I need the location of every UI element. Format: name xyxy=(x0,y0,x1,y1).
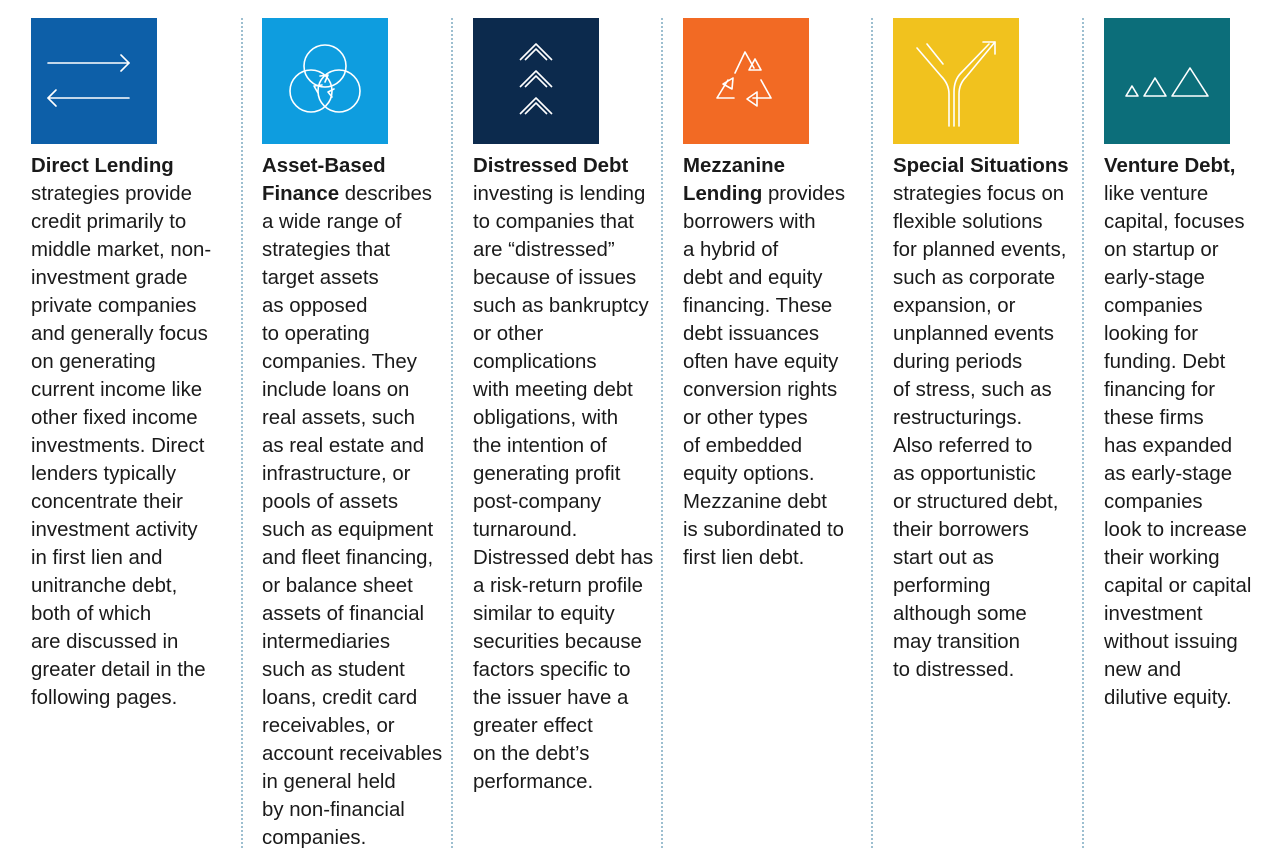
text-line xyxy=(31,544,211,572)
text-line xyxy=(683,180,845,208)
text-run: middle market, non- xyxy=(31,239,212,261)
text-run: equity options. xyxy=(683,463,815,485)
text-run: capital or capital xyxy=(1104,575,1252,597)
text-run: in general held xyxy=(262,771,396,793)
text-run: strategies focus on xyxy=(893,183,1065,205)
text-line xyxy=(31,628,211,656)
text-line xyxy=(31,404,211,432)
text-run: provides xyxy=(762,183,846,205)
text-line xyxy=(893,264,1069,292)
text-run: financing for xyxy=(1104,379,1216,401)
text-run: unitranche debt, xyxy=(31,575,178,597)
text-line xyxy=(683,488,845,516)
text-run: investing is lending xyxy=(473,183,646,205)
text-line xyxy=(31,348,211,376)
tile-asset-based-finance xyxy=(262,18,388,144)
text-line xyxy=(31,152,211,180)
text-run: unplanned events xyxy=(893,323,1054,345)
text-run: or other types xyxy=(683,407,808,429)
text-run: strategies that xyxy=(262,239,391,261)
text-run: receivables, or xyxy=(262,715,395,737)
text-line xyxy=(262,488,442,516)
text-line xyxy=(473,544,653,572)
text-run: conversion rights xyxy=(683,379,838,401)
text-line xyxy=(1104,236,1251,264)
text-line xyxy=(893,320,1069,348)
text-line xyxy=(1104,152,1251,180)
text-run: may transition xyxy=(893,631,1020,653)
text-run: companies. xyxy=(262,827,367,849)
text-run: private companies xyxy=(31,295,197,317)
tile-distressed-debt xyxy=(473,18,599,144)
text-run: companies xyxy=(1104,491,1203,513)
text-run: because of issues xyxy=(473,267,637,289)
text-run: as opposed xyxy=(262,295,368,317)
text-line xyxy=(31,264,211,292)
text-line xyxy=(1104,488,1251,516)
text-run: flexible solutions xyxy=(893,211,1043,233)
text-line xyxy=(893,180,1069,208)
recycle-triangle-icon xyxy=(683,18,809,144)
text-line xyxy=(473,180,653,208)
text-run: are “distressed” xyxy=(473,239,615,261)
text-line xyxy=(1104,600,1251,628)
branching-paths-icon xyxy=(893,18,1019,144)
text-line xyxy=(262,180,442,208)
text-line xyxy=(262,460,442,488)
text-run: concentrate their xyxy=(31,491,183,513)
text-line xyxy=(683,348,845,376)
text-run: pools of assets xyxy=(262,491,399,513)
text-run: early-stage xyxy=(1104,267,1205,289)
text-line xyxy=(893,460,1069,488)
text-line xyxy=(893,600,1069,628)
text-line xyxy=(1104,376,1251,404)
text-line xyxy=(893,152,1069,180)
text-run: or structured debt, xyxy=(893,491,1059,513)
text-run: post-company xyxy=(473,491,602,513)
text-run: with meeting debt xyxy=(473,379,633,401)
text-run: generating profit xyxy=(473,463,621,485)
term-heading: Asset-Based xyxy=(262,155,386,177)
term-heading: Mezzanine xyxy=(683,155,785,177)
text-line xyxy=(31,292,211,320)
text-run: is subordinated to xyxy=(683,519,844,541)
text-line xyxy=(262,824,442,852)
text-run: other fixed income xyxy=(31,407,198,429)
text-run: the issuer have a xyxy=(473,687,629,709)
text-run: current income like xyxy=(31,379,203,401)
text-line xyxy=(473,628,653,656)
text-run: performance. xyxy=(473,771,594,793)
text-run: such as student xyxy=(262,659,405,681)
text-line xyxy=(683,516,845,544)
text-run: as early-stage xyxy=(1104,463,1233,485)
text-line xyxy=(893,544,1069,572)
text-run: a wide range of xyxy=(262,211,402,233)
text-line xyxy=(893,432,1069,460)
column-mezzanine-lending xyxy=(683,18,845,572)
text-line xyxy=(31,460,211,488)
text-line xyxy=(262,292,442,320)
text-line xyxy=(31,320,211,348)
text-line xyxy=(683,432,845,460)
term-heading: Lending xyxy=(683,183,763,205)
text-line xyxy=(893,348,1069,376)
text-run: restructurings. xyxy=(893,407,1023,429)
description-special-situations xyxy=(893,152,1069,684)
text-line xyxy=(1104,628,1251,656)
text-line xyxy=(473,376,653,404)
text-run: by non-financial xyxy=(262,799,405,821)
text-line xyxy=(473,320,653,348)
text-line xyxy=(683,544,845,572)
text-line xyxy=(1104,544,1251,572)
tile-mezzanine-lending xyxy=(683,18,809,144)
text-line xyxy=(893,488,1069,516)
text-run: infrastructure, or xyxy=(262,463,411,485)
text-line xyxy=(262,796,442,824)
column-venture-debt xyxy=(1104,18,1251,712)
text-run: during periods xyxy=(893,351,1023,373)
text-line xyxy=(262,656,442,684)
column-asset-based-finance xyxy=(262,18,442,852)
column-divider xyxy=(661,18,663,848)
text-line xyxy=(1104,180,1251,208)
text-line xyxy=(262,208,442,236)
text-line xyxy=(31,656,211,684)
text-run: intermediaries xyxy=(262,631,391,653)
tile-special-situations xyxy=(893,18,1019,144)
text-line xyxy=(1104,684,1251,712)
text-run: lenders typically xyxy=(31,463,177,485)
text-line xyxy=(473,152,653,180)
text-line xyxy=(262,684,442,712)
text-line xyxy=(1104,208,1251,236)
text-run: of embedded xyxy=(683,435,803,457)
text-run: Also referred to xyxy=(893,435,1033,457)
column-distressed-debt xyxy=(473,18,653,796)
text-line xyxy=(473,264,653,292)
text-run: their borrowers xyxy=(893,519,1029,541)
text-line xyxy=(31,376,211,404)
text-run: borrowers with xyxy=(683,211,816,233)
text-line xyxy=(262,236,442,264)
text-line xyxy=(31,600,211,628)
term-heading: Venture Debt, xyxy=(1104,155,1236,177)
description-distressed-debt xyxy=(473,152,653,796)
text-run: for planned events, xyxy=(893,239,1067,261)
text-run: complications xyxy=(473,351,597,373)
text-line xyxy=(683,460,845,488)
term-heading: Distressed Debt xyxy=(473,155,629,177)
column-divider xyxy=(241,18,243,848)
text-run: similar to equity xyxy=(473,603,615,625)
text-line xyxy=(683,376,845,404)
text-line xyxy=(31,236,211,264)
text-run: include loans on xyxy=(262,379,410,401)
text-run: like venture xyxy=(1104,183,1209,205)
text-run: first lien debt. xyxy=(683,547,805,569)
text-line xyxy=(1104,432,1251,460)
text-run: debt and equity xyxy=(683,267,823,289)
text-run: as real estate and xyxy=(262,435,425,457)
column-direct-lending xyxy=(31,18,211,712)
text-run: factors specific to xyxy=(473,659,631,681)
text-line xyxy=(893,208,1069,236)
text-line xyxy=(262,600,442,628)
text-run: or balance sheet xyxy=(262,575,413,597)
column-special-situations xyxy=(893,18,1069,684)
text-run: are discussed in xyxy=(31,631,179,653)
text-run: and fleet financing, xyxy=(262,547,434,569)
text-line xyxy=(473,740,653,768)
text-line xyxy=(1104,348,1251,376)
text-run: such as corporate xyxy=(893,267,1056,289)
text-line xyxy=(893,292,1069,320)
text-run: often have equity xyxy=(683,351,839,373)
text-run: investment activity xyxy=(31,519,198,541)
text-run: target assets xyxy=(262,267,379,289)
text-line xyxy=(473,572,653,600)
text-line xyxy=(683,292,845,320)
text-run: Mezzanine debt xyxy=(683,491,827,513)
text-run: dilutive equity. xyxy=(1104,687,1232,709)
text-run: and generally focus xyxy=(31,323,208,345)
text-run: securities because xyxy=(473,631,642,653)
description-direct-lending xyxy=(31,152,211,712)
text-run: has expanded xyxy=(1104,435,1233,457)
text-run: or other xyxy=(473,323,544,345)
text-run: although some xyxy=(893,603,1027,625)
term-heading: Direct Lending xyxy=(31,155,174,177)
text-line xyxy=(893,572,1069,600)
text-line xyxy=(683,404,845,432)
text-line xyxy=(893,236,1069,264)
text-run: the intention of xyxy=(473,435,607,457)
text-line xyxy=(473,488,653,516)
text-run: as opportunistic xyxy=(893,463,1036,485)
text-line xyxy=(31,488,211,516)
term-heading: Finance xyxy=(262,183,340,205)
text-run: account receivables xyxy=(262,743,443,765)
text-run: obligations, with xyxy=(473,407,619,429)
text-run: new and xyxy=(1104,659,1182,681)
text-run: look to increase xyxy=(1104,519,1247,541)
text-line xyxy=(262,376,442,404)
text-run: financing. These xyxy=(683,295,833,317)
text-run: on startup or xyxy=(1104,239,1219,261)
text-run: to operating xyxy=(262,323,370,345)
text-run: performing xyxy=(893,575,991,597)
text-line xyxy=(893,376,1069,404)
text-run: credit primarily to xyxy=(31,211,187,233)
text-run: to companies that xyxy=(473,211,634,233)
text-line xyxy=(473,656,653,684)
text-run: in first lien and xyxy=(31,547,163,569)
text-run: such as equipment xyxy=(262,519,434,541)
description-venture-debt xyxy=(1104,152,1251,712)
text-run: their working xyxy=(1104,547,1220,569)
text-run: without issuing xyxy=(1104,631,1238,653)
text-run: expansion, or xyxy=(893,295,1016,317)
text-run: start out as xyxy=(893,547,994,569)
text-line xyxy=(473,236,653,264)
text-line xyxy=(1104,404,1251,432)
text-run: a risk-return profile xyxy=(473,575,643,597)
text-line xyxy=(473,516,653,544)
text-line xyxy=(262,348,442,376)
text-line xyxy=(473,404,653,432)
text-line xyxy=(893,516,1069,544)
text-run: greater detail in the xyxy=(31,659,206,681)
text-run: capital, focuses xyxy=(1104,211,1245,233)
text-line xyxy=(1104,656,1251,684)
text-line xyxy=(31,180,211,208)
text-run: investment xyxy=(1104,603,1203,625)
text-run: to distressed. xyxy=(893,659,1015,681)
text-line xyxy=(473,208,653,236)
text-line xyxy=(473,348,653,376)
text-line xyxy=(893,404,1069,432)
column-divider xyxy=(871,18,873,848)
text-line xyxy=(683,320,845,348)
text-run: a hybrid of xyxy=(683,239,779,261)
text-line xyxy=(1104,264,1251,292)
text-line xyxy=(683,236,845,264)
text-line xyxy=(31,516,211,544)
text-line xyxy=(31,208,211,236)
text-line xyxy=(473,460,653,488)
text-run: on generating xyxy=(31,351,156,373)
text-line xyxy=(31,572,211,600)
text-line xyxy=(683,264,845,292)
text-line xyxy=(262,264,442,292)
text-line xyxy=(473,768,653,796)
interlocking-circles-icon xyxy=(262,18,388,144)
text-line xyxy=(262,404,442,432)
description-mezzanine-lending xyxy=(683,152,845,572)
text-line xyxy=(1104,460,1251,488)
text-line xyxy=(31,432,211,460)
text-run: investment grade xyxy=(31,267,188,289)
text-line xyxy=(473,432,653,460)
arrows-exchange-icon xyxy=(31,18,157,144)
text-run: such as bankruptcy xyxy=(473,295,649,317)
text-line xyxy=(1104,292,1251,320)
text-run: Distressed debt has xyxy=(473,547,654,569)
tile-direct-lending xyxy=(31,18,157,144)
tile-venture-debt xyxy=(1104,18,1230,144)
text-line xyxy=(893,628,1069,656)
text-line xyxy=(473,600,653,628)
text-run: greater effect xyxy=(473,715,593,737)
text-run: of stress, such as xyxy=(893,379,1052,401)
text-run: describes xyxy=(339,183,432,205)
text-line xyxy=(262,628,442,656)
text-run: both of which xyxy=(31,603,152,625)
description-asset-based-finance xyxy=(262,152,442,852)
text-run: real assets, such xyxy=(262,407,415,429)
text-line xyxy=(473,712,653,740)
text-run: funding. Debt xyxy=(1104,351,1226,373)
text-run: turnaround. xyxy=(473,519,578,541)
text-line xyxy=(262,768,442,796)
text-line xyxy=(262,544,442,572)
text-run: on the debt’s xyxy=(473,743,590,765)
text-line xyxy=(262,432,442,460)
text-run: debt issuances xyxy=(683,323,820,345)
column-divider xyxy=(1082,18,1084,848)
text-line xyxy=(1104,516,1251,544)
text-line xyxy=(31,684,211,712)
text-run: strategies provide xyxy=(31,183,192,205)
text-run: companies. They xyxy=(262,351,417,373)
text-line xyxy=(1104,320,1251,348)
text-line xyxy=(683,208,845,236)
text-line xyxy=(262,740,442,768)
text-run: investments. Direct xyxy=(31,435,205,457)
text-run: these firms xyxy=(1104,407,1204,429)
text-run: following pages. xyxy=(31,687,178,709)
text-run: looking for xyxy=(1104,323,1199,345)
text-line xyxy=(262,152,442,180)
text-line xyxy=(262,712,442,740)
text-run: companies xyxy=(1104,295,1203,317)
text-line xyxy=(473,292,653,320)
stacked-chevrons-icon xyxy=(473,18,599,144)
text-line xyxy=(893,656,1069,684)
text-run: loans, credit card xyxy=(262,687,418,709)
growing-triangles-icon xyxy=(1104,18,1230,144)
column-divider xyxy=(451,18,453,848)
text-line xyxy=(262,516,442,544)
text-run: assets of financial xyxy=(262,603,425,625)
text-line xyxy=(683,152,845,180)
text-line xyxy=(262,572,442,600)
term-heading: Special Situations xyxy=(893,155,1069,177)
text-line xyxy=(262,320,442,348)
text-line xyxy=(1104,572,1251,600)
text-line xyxy=(473,684,653,712)
